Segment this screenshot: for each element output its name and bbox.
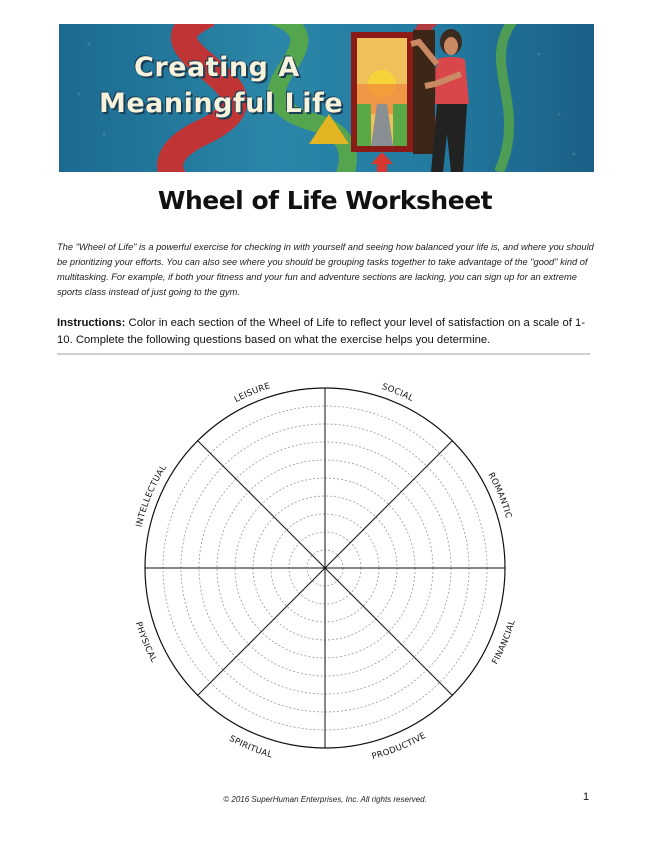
page-number: 1 [583, 791, 590, 803]
wheel-label-physical: PHYSICAL [132, 620, 159, 665]
banner-title-line1: Creating A [134, 52, 300, 83]
instructions-paragraph [57, 315, 597, 349]
wheel-spoke-7[interactable] [198, 441, 325, 568]
wheel-label-intellectual: INTELLECTUAL [134, 463, 170, 529]
wheel-label-social: SOCIAL [380, 382, 416, 404]
wheel-label-spiritual: SPIRITUAL [227, 733, 274, 761]
intro-paragraph: The "Wheel of Life" is a powerful exercise for checking in with yourself and seeing how balanced your life is, and where you should be prioritizing your efforts. You can also see where you should be grouping tasks together to take advantage of the "good" kind of multitasking. For example, if both your fitness and your fun and adventure sections are lacking, you can sign up for an extreme sports class instead of just going to the gym. [57, 242, 594, 297]
wheel-label-romantic: ROMANTIC [485, 471, 514, 520]
wheel-of-life [115, 355, 535, 775]
wheel-label-leisure: LEISURE [232, 381, 272, 406]
banner-title [99, 50, 359, 122]
header-banner [59, 24, 594, 172]
wheel-spoke-1[interactable] [325, 441, 452, 568]
instructions-text: Color in each section of the Wheel of Life to reflect your level of satisfaction on a scale of 1-10. Complete the following questions based on what the exercise helps you determine. [57, 317, 586, 346]
wheel-spoke-5[interactable] [198, 568, 325, 695]
instructions-label: Instructions: [57, 317, 126, 329]
wheel-spoke-3[interactable] [325, 568, 452, 695]
wheel-label-financial: FINANCIAL [490, 618, 518, 667]
banner-title-line2: Meaningful Life [99, 88, 344, 119]
wheel-label-productive: PRODUCTIVE [370, 730, 428, 763]
footer-copyright: © 2016 SuperHuman Enterprises, Inc. All rights reserved. [223, 795, 427, 804]
page-title: Wheel of Life Worksheet [157, 186, 493, 215]
